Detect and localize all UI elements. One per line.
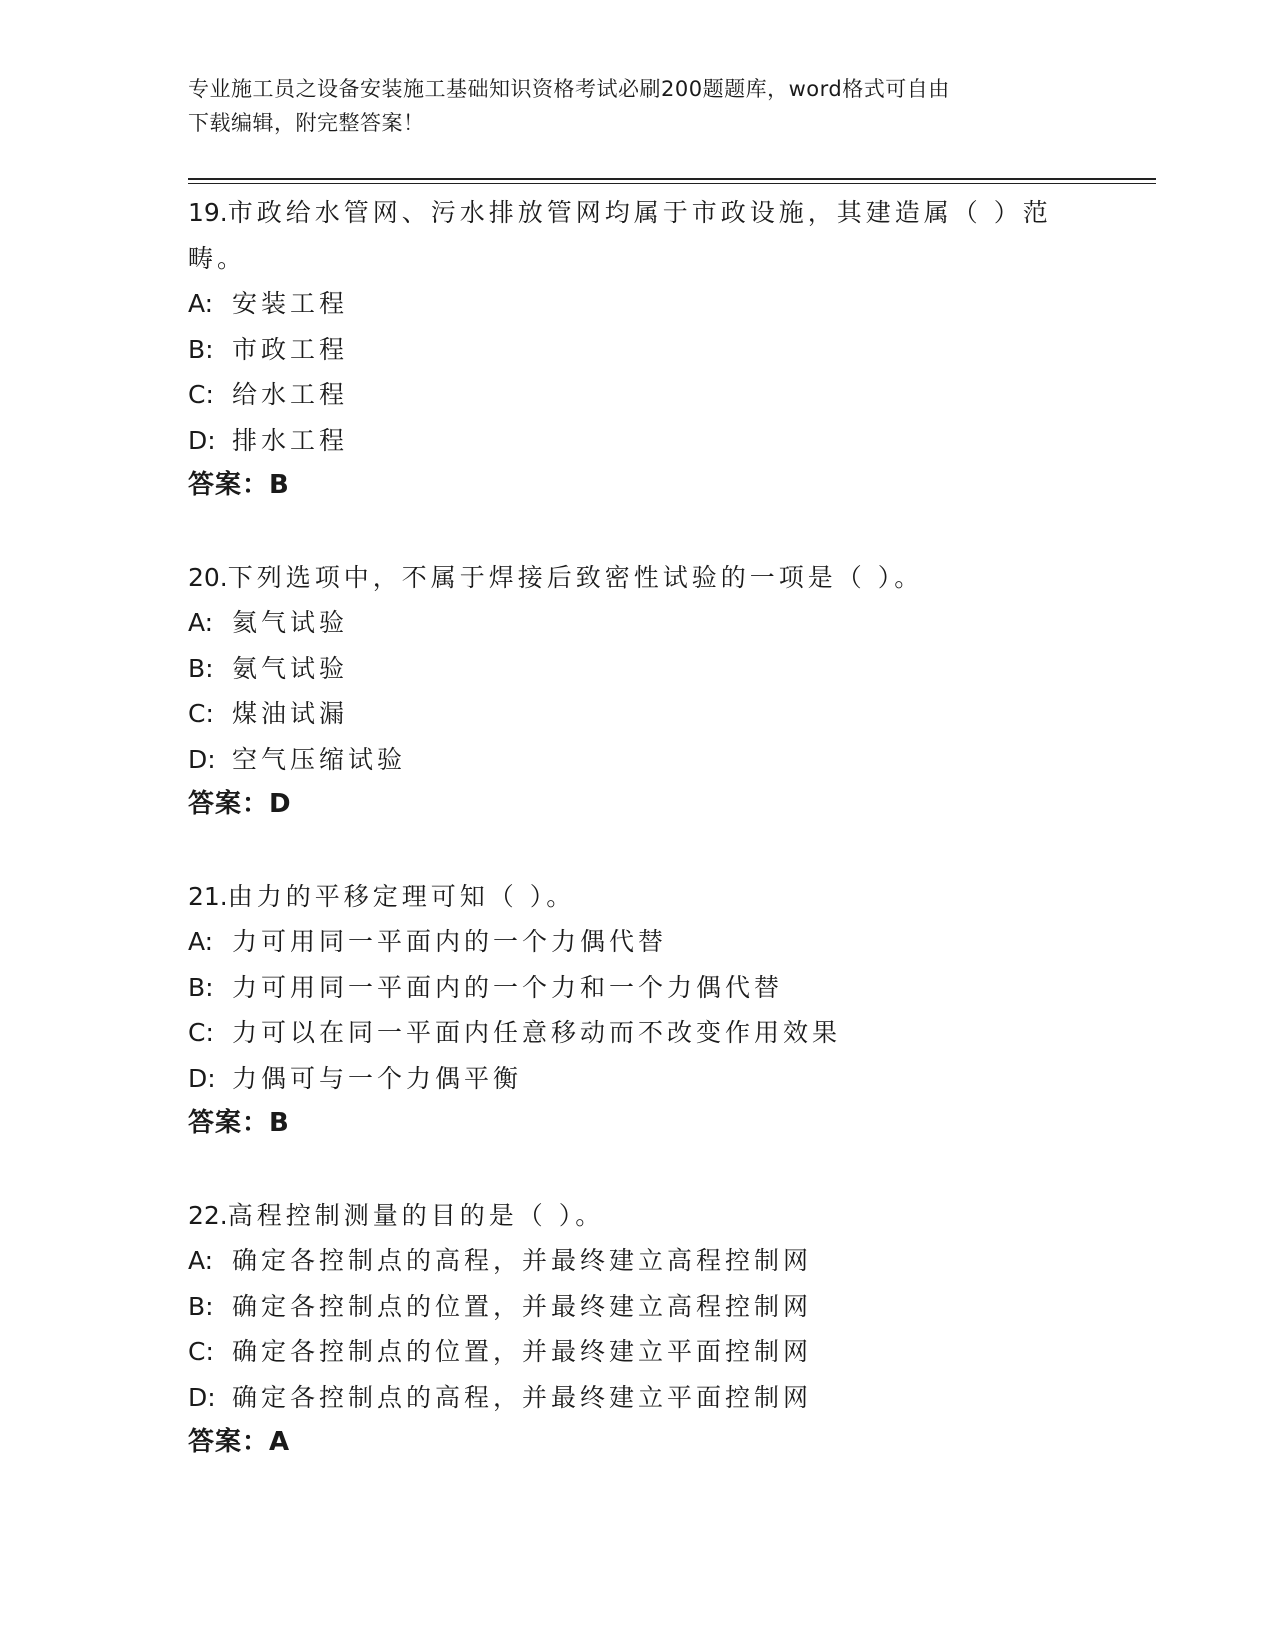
answer-line: 答案：B [188, 470, 290, 500]
option-text: 氨气试验 [232, 653, 349, 683]
option-key: B: [188, 1291, 214, 1321]
option-key: D: [188, 425, 216, 455]
option-a [188, 1238, 1088, 1284]
option-text: 确定各控制点的位置，并最终建立平面控制网 [232, 1337, 813, 1366]
option-key: D: [188, 1063, 216, 1093]
option-text: 氦气试验 [232, 608, 349, 637]
question-stem [188, 555, 1088, 601]
question-19 [188, 190, 1088, 509]
header-line-1: 专业施工员之设备安装施工基础知识资格考试必刷200题题库，word格式可自由 [188, 77, 950, 101]
question-stem [188, 190, 1088, 236]
answer-line: 答案：B [188, 1108, 290, 1138]
option-a [188, 600, 1088, 646]
option-b [188, 1284, 1088, 1330]
option-text: 确定各控制点的高程，并最终建立高程控制网 [232, 1246, 813, 1275]
option-text: 排水工程 [232, 425, 349, 455]
option-key: C: [188, 1337, 214, 1366]
document-header [188, 72, 1068, 140]
option-text: 市政工程 [232, 334, 349, 364]
option-key: B: [188, 653, 214, 683]
question-list [188, 190, 1088, 1512]
question-stem [188, 1193, 1088, 1239]
option-a [188, 281, 1088, 327]
option-text: 安装工程 [232, 289, 349, 318]
option-key: B: [188, 334, 214, 364]
question-20 [188, 555, 1088, 828]
header-divider-thick [188, 178, 1156, 180]
question-stem [188, 874, 1088, 920]
question-text: 由力的平移定理可知（ ）。 [227, 881, 576, 911]
option-d [188, 737, 1088, 783]
question-21 [188, 874, 1088, 1147]
option-b [188, 646, 1088, 692]
question-text: 高程控制测量的目的是（ ）。 [227, 1200, 605, 1230]
option-text: 空气压缩试验 [232, 744, 407, 774]
question-text: 下列选项中，不属于焊接后致密性试验的一项是（ ）。 [227, 562, 924, 592]
option-a [188, 919, 1088, 965]
option-c [188, 372, 1088, 418]
option-b [188, 327, 1088, 373]
option-d [188, 418, 1088, 464]
option-d [188, 1056, 1088, 1102]
option-key: A: [188, 1246, 214, 1275]
option-c [188, 1329, 1088, 1375]
option-key: A: [188, 927, 214, 956]
option-text: 力偶可与一个力偶平衡 [232, 1063, 523, 1093]
question-number: 20. [188, 562, 228, 592]
option-b [188, 965, 1088, 1011]
answer-line: 答案：D [188, 789, 292, 819]
option-key: A: [188, 608, 214, 637]
question-stem-continued: 畴。 [188, 243, 247, 273]
option-key: C: [188, 1018, 214, 1047]
option-d [188, 1375, 1088, 1421]
option-text: 确定各控制点的位置，并最终建立高程控制网 [232, 1291, 813, 1321]
question-22 [188, 1193, 1088, 1466]
option-c [188, 1010, 1088, 1056]
option-key: A: [188, 289, 214, 318]
option-key: D: [188, 744, 216, 774]
option-text: 确定各控制点的高程，并最终建立平面控制网 [232, 1382, 813, 1412]
question-number: 19. [188, 198, 228, 227]
option-c [188, 691, 1088, 737]
question-number: 21. [188, 881, 228, 911]
header-line-2: 下载编辑，附完整答案！ [188, 111, 425, 135]
question-number: 22. [188, 1200, 228, 1230]
option-key: B: [188, 972, 214, 1002]
option-text: 煤油试漏 [232, 699, 349, 728]
answer-line: 答案：A [188, 1427, 291, 1457]
question-text: 市政给水管网、污水排放管网均属于市政设施，其建造属（ ）范 [227, 198, 1052, 227]
option-key: C: [188, 380, 214, 409]
option-text: 力可以在同一平面内任意移动而不改变作用效果 [232, 1018, 842, 1047]
option-text: 力可用同一平面内的一个力和一个力偶代替 [232, 972, 784, 1002]
option-key: C: [188, 699, 214, 728]
header-divider-thin [188, 183, 1156, 184]
option-text: 给水工程 [232, 380, 349, 409]
option-text: 力可用同一平面内的一个力偶代替 [232, 927, 668, 956]
option-key: D: [188, 1382, 216, 1412]
